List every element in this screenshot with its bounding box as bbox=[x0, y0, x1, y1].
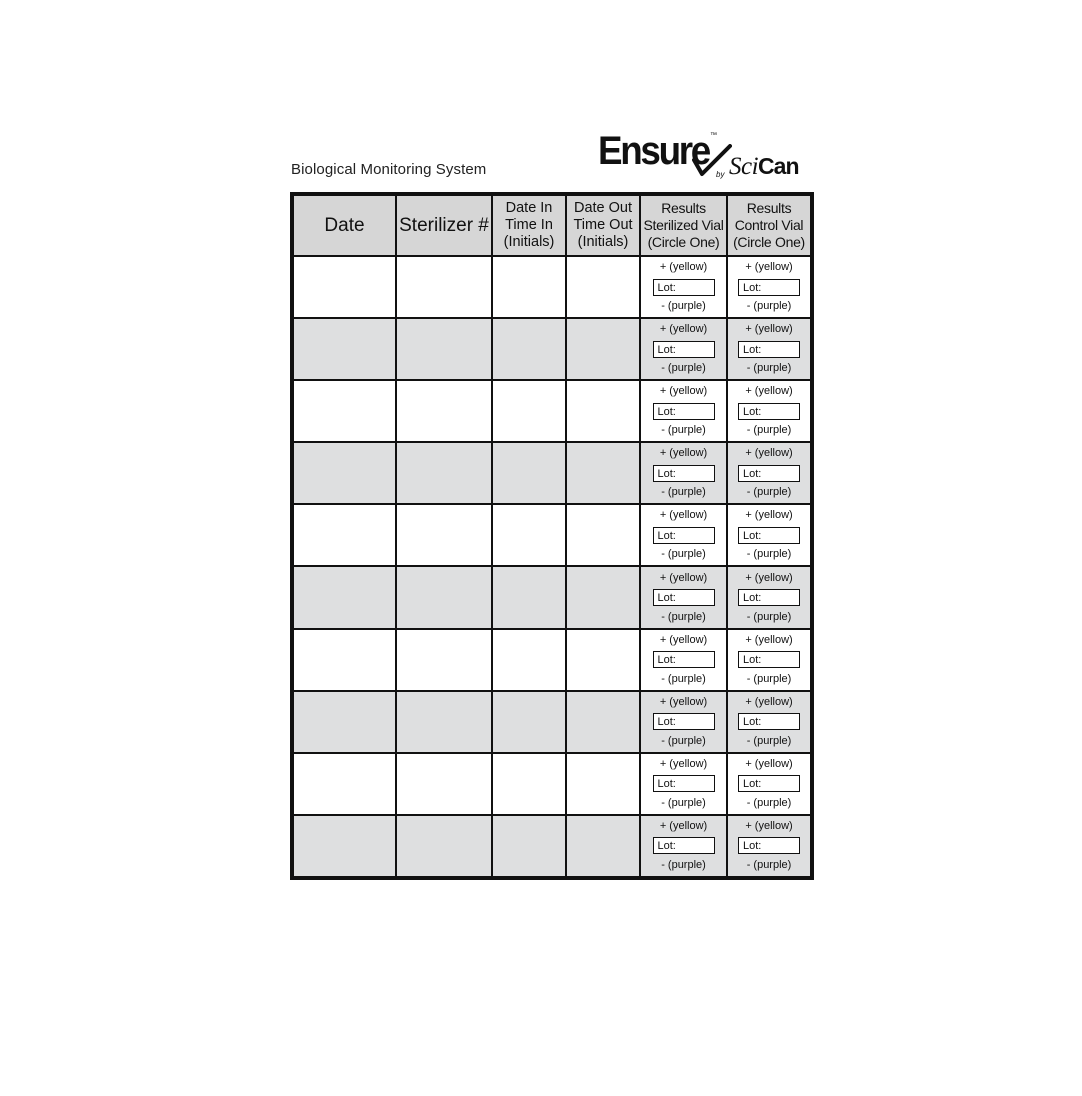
negative-purple-option[interactable]: - (purple) bbox=[746, 858, 792, 871]
sterilized-vial-result-cell bbox=[640, 380, 727, 442]
table-row bbox=[292, 442, 812, 504]
sterilizer-cell[interactable] bbox=[396, 442, 492, 504]
positive-yellow-option[interactable]: + (yellow) bbox=[745, 819, 793, 832]
control-vial-result-cell bbox=[727, 256, 812, 318]
negative-purple-option[interactable]: - (purple) bbox=[746, 796, 792, 809]
lot-number-field[interactable]: Lot: bbox=[653, 465, 715, 482]
sterilized-vial-result-cell bbox=[640, 504, 727, 566]
sterilized-vial-result-cell bbox=[640, 691, 727, 753]
header-results-sterilized: Results Sterilized Vial (Circle One) bbox=[640, 194, 727, 256]
lot-number-field[interactable]: Lot: bbox=[653, 279, 715, 296]
table-row bbox=[292, 691, 812, 753]
lot-number-field[interactable]: Lot: bbox=[738, 527, 800, 544]
date-in-cell[interactable] bbox=[492, 380, 566, 442]
positive-yellow-option[interactable]: + (yellow) bbox=[659, 323, 708, 336]
control-vial-result-cell bbox=[727, 691, 812, 753]
sterilizer-cell[interactable] bbox=[396, 504, 492, 566]
positive-yellow-option[interactable]: + (yellow) bbox=[745, 509, 793, 522]
sterilized-vial-result-cell bbox=[640, 442, 727, 504]
positive-yellow-option[interactable]: + (yellow) bbox=[659, 819, 708, 832]
lot-number-field[interactable]: Lot: bbox=[738, 713, 800, 730]
positive-yellow-option[interactable]: + (yellow) bbox=[745, 385, 793, 398]
sterilized-vial-result-cell bbox=[640, 753, 727, 815]
negative-purple-option[interactable]: - (purple) bbox=[746, 548, 792, 561]
date-cell[interactable] bbox=[292, 442, 396, 504]
positive-yellow-option[interactable]: + (yellow) bbox=[745, 695, 793, 708]
positive-yellow-option[interactable]: + (yellow) bbox=[745, 447, 793, 460]
sterilizer-cell[interactable] bbox=[396, 629, 492, 691]
date-out-cell[interactable] bbox=[566, 815, 640, 878]
table-row bbox=[292, 380, 812, 442]
lot-number-field[interactable]: Lot: bbox=[738, 775, 800, 792]
date-in-cell[interactable] bbox=[492, 566, 566, 628]
lot-number-field[interactable]: Lot: bbox=[653, 341, 715, 358]
table-row bbox=[292, 504, 812, 566]
negative-purple-option[interactable]: - (purple) bbox=[746, 362, 792, 375]
table-row bbox=[292, 815, 812, 878]
negative-purple-option[interactable]: - (purple) bbox=[661, 734, 706, 747]
negative-purple-option[interactable]: - (purple) bbox=[746, 300, 792, 313]
positive-yellow-option[interactable]: + (yellow) bbox=[745, 757, 793, 770]
lot-number-field[interactable]: Lot: bbox=[738, 403, 800, 420]
negative-purple-option[interactable]: - (purple) bbox=[746, 610, 792, 623]
sterilized-vial-result-cell bbox=[640, 629, 727, 691]
negative-purple-option[interactable]: - (purple) bbox=[746, 672, 792, 685]
negative-purple-option[interactable]: - (purple) bbox=[746, 734, 792, 747]
negative-purple-option[interactable]: - (purple) bbox=[661, 672, 706, 685]
control-vial-result-cell bbox=[727, 753, 812, 815]
positive-yellow-option[interactable]: + (yellow) bbox=[659, 447, 708, 460]
sterilizer-cell[interactable] bbox=[396, 566, 492, 628]
date-in-cell[interactable] bbox=[492, 815, 566, 878]
lot-number-field[interactable]: Lot: bbox=[738, 341, 800, 358]
header-date: Date bbox=[292, 194, 396, 256]
sterilizer-cell[interactable] bbox=[396, 380, 492, 442]
sterilized-vial-result-cell bbox=[640, 566, 727, 628]
sterilized-vial-result-cell bbox=[640, 318, 727, 380]
date-in-cell[interactable] bbox=[492, 504, 566, 566]
control-vial-result-cell bbox=[727, 629, 812, 691]
positive-yellow-option[interactable]: + (yellow) bbox=[659, 261, 708, 274]
date-in-cell[interactable] bbox=[492, 318, 566, 380]
logo-maker-text: SciCan bbox=[729, 153, 799, 180]
lot-number-field[interactable]: Lot: bbox=[738, 465, 800, 482]
negative-purple-option[interactable]: - (purple) bbox=[661, 610, 706, 623]
date-cell[interactable] bbox=[292, 629, 396, 691]
control-vial-result-cell bbox=[727, 318, 812, 380]
monitoring-log-table bbox=[290, 192, 814, 880]
sterilizer-cell[interactable] bbox=[396, 318, 492, 380]
date-in-cell[interactable] bbox=[492, 256, 566, 318]
sterilizer-cell[interactable] bbox=[396, 256, 492, 318]
positive-yellow-option[interactable]: + (yellow) bbox=[659, 757, 708, 770]
form-subtitle: Biological Monitoring System bbox=[291, 161, 487, 178]
date-out-cell[interactable] bbox=[566, 380, 640, 442]
table-row bbox=[292, 256, 812, 318]
lot-number-field[interactable]: Lot: bbox=[653, 651, 715, 668]
control-vial-result-cell bbox=[727, 380, 812, 442]
logo-trademark: ™ bbox=[710, 132, 717, 139]
table-row bbox=[292, 753, 812, 815]
negative-purple-option[interactable]: - (purple) bbox=[661, 300, 706, 313]
lot-number-field[interactable]: Lot: bbox=[738, 279, 800, 296]
control-vial-result-cell bbox=[727, 566, 812, 628]
date-cell[interactable] bbox=[292, 380, 396, 442]
date-cell[interactable] bbox=[292, 815, 396, 878]
sterilizer-cell[interactable] bbox=[396, 691, 492, 753]
header-results-control: Results Control Vial (Circle One) bbox=[727, 194, 812, 256]
lot-number-field[interactable]: Lot: bbox=[738, 589, 800, 606]
positive-yellow-option[interactable]: + (yellow) bbox=[745, 633, 793, 646]
date-in-cell[interactable] bbox=[492, 442, 566, 504]
date-out-cell[interactable] bbox=[566, 753, 640, 815]
date-out-cell[interactable] bbox=[566, 318, 640, 380]
positive-yellow-option[interactable]: + (yellow) bbox=[745, 571, 793, 584]
lot-number-field[interactable]: Lot: bbox=[653, 589, 715, 606]
positive-yellow-option[interactable]: + (yellow) bbox=[659, 695, 708, 708]
date-out-cell[interactable] bbox=[566, 442, 640, 504]
positive-yellow-option[interactable]: + (yellow) bbox=[659, 571, 708, 584]
lot-number-field[interactable]: Lot: bbox=[653, 713, 715, 730]
date-out-cell[interactable] bbox=[566, 629, 640, 691]
table-row bbox=[292, 629, 812, 691]
date-cell[interactable] bbox=[292, 566, 396, 628]
sterilizer-cell[interactable] bbox=[396, 753, 492, 815]
negative-purple-option[interactable]: - (purple) bbox=[746, 424, 792, 437]
negative-purple-option[interactable]: - (purple) bbox=[661, 424, 706, 437]
table-row bbox=[292, 318, 812, 380]
sterilized-vial-result-cell bbox=[640, 815, 727, 878]
date-cell[interactable] bbox=[292, 256, 396, 318]
date-cell[interactable] bbox=[292, 753, 396, 815]
date-out-cell[interactable] bbox=[566, 691, 640, 753]
lot-number-field[interactable]: Lot: bbox=[653, 527, 715, 544]
table-row bbox=[292, 566, 812, 628]
checkmark-icon bbox=[692, 144, 732, 180]
header-date-in: Date In Time In (Initials) bbox=[492, 194, 566, 256]
positive-yellow-option[interactable]: + (yellow) bbox=[745, 261, 793, 274]
lot-number-field[interactable]: Lot: bbox=[738, 651, 800, 668]
lot-number-field[interactable]: Lot: bbox=[653, 837, 715, 854]
positive-yellow-option[interactable]: + (yellow) bbox=[745, 323, 793, 336]
date-in-cell[interactable] bbox=[492, 629, 566, 691]
positive-yellow-option[interactable]: + (yellow) bbox=[659, 385, 708, 398]
logo-brand-text: Ensure bbox=[598, 129, 709, 173]
table-header-row bbox=[292, 194, 812, 256]
date-in-cell[interactable] bbox=[492, 691, 566, 753]
positive-yellow-option[interactable]: + (yellow) bbox=[659, 633, 708, 646]
lot-number-field[interactable]: Lot: bbox=[653, 403, 715, 420]
header-sterilizer: Sterilizer # bbox=[396, 194, 492, 256]
date-out-cell[interactable] bbox=[566, 504, 640, 566]
date-cell[interactable] bbox=[292, 504, 396, 566]
ensure-scican-logo bbox=[598, 130, 814, 184]
negative-purple-option[interactable]: - (purple) bbox=[661, 486, 706, 499]
negative-purple-option[interactable]: - (purple) bbox=[746, 486, 792, 499]
negative-purple-option[interactable]: - (purple) bbox=[661, 548, 706, 561]
sterilizer-cell[interactable] bbox=[396, 815, 492, 878]
header-date-out: Date Out Time Out (Initials) bbox=[566, 194, 640, 256]
positive-yellow-option[interactable]: + (yellow) bbox=[659, 509, 708, 522]
date-in-cell[interactable] bbox=[492, 753, 566, 815]
negative-purple-option[interactable]: - (purple) bbox=[661, 796, 706, 809]
date-out-cell[interactable] bbox=[566, 566, 640, 628]
sterilized-vial-result-cell bbox=[640, 256, 727, 318]
date-out-cell[interactable] bbox=[566, 256, 640, 318]
negative-purple-option[interactable]: - (purple) bbox=[661, 362, 706, 375]
logo-by-text: by bbox=[716, 170, 725, 179]
negative-purple-option[interactable]: - (purple) bbox=[661, 858, 706, 871]
date-cell[interactable] bbox=[292, 691, 396, 753]
control-vial-result-cell bbox=[727, 504, 812, 566]
lot-number-field[interactable]: Lot: bbox=[653, 775, 715, 792]
lot-number-field[interactable]: Lot: bbox=[738, 837, 800, 854]
control-vial-result-cell bbox=[727, 815, 812, 878]
date-cell[interactable] bbox=[292, 318, 396, 380]
control-vial-result-cell bbox=[727, 442, 812, 504]
